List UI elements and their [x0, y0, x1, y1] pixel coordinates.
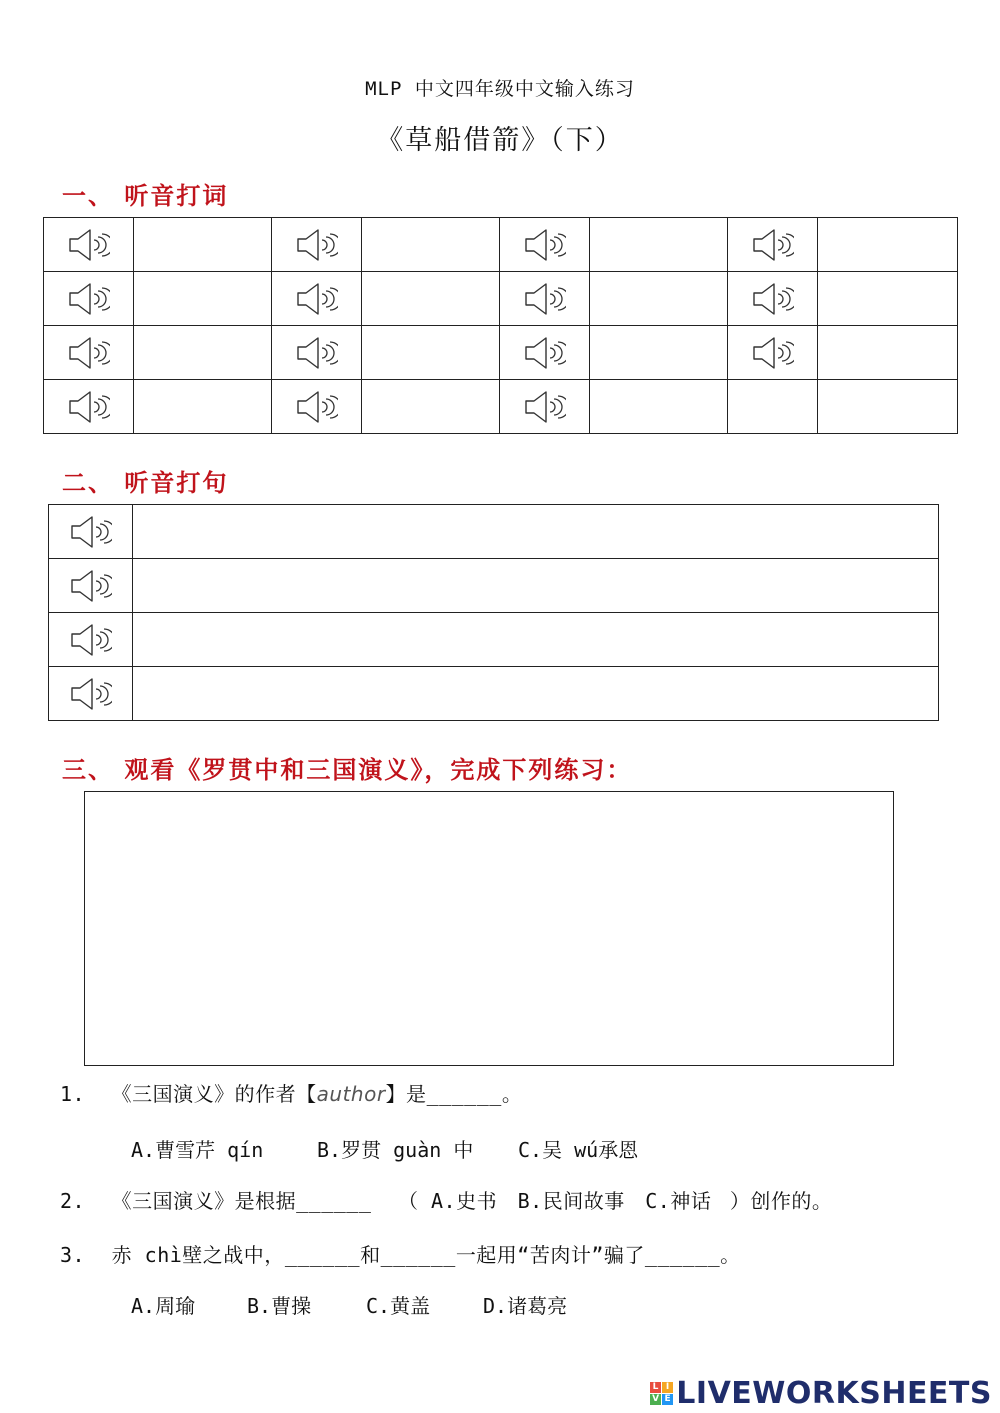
word-answer-input[interactable] — [362, 272, 499, 325]
q1-option-a[interactable]: A.曹雪芹 qín — [131, 1138, 264, 1162]
word-answer-cell — [818, 272, 958, 326]
q3-text-3: 一起用“苦肉计”骗了 — [455, 1243, 645, 1267]
word-audio-cell — [500, 218, 590, 272]
word-answer-cell — [818, 380, 958, 434]
word-audio-cell — [728, 218, 818, 272]
q3-option-c[interactable]: C.黄盖 — [366, 1294, 431, 1318]
word-answer-cell — [134, 218, 272, 272]
word-dictation-grid — [43, 217, 958, 434]
q3-blank-1[interactable]: ______ — [284, 1243, 361, 1267]
sentence-answer-input[interactable] — [133, 559, 938, 612]
sentence-answer-input[interactable] — [133, 613, 938, 666]
word-audio-cell — [44, 218, 134, 272]
word-audio-cell — [500, 380, 590, 434]
sentence-answer-cell — [133, 667, 939, 721]
word-audio-cell — [500, 326, 590, 380]
q2-paren-close: ） — [729, 1189, 751, 1213]
speaker-icon[interactable] — [68, 228, 110, 262]
sentence-grid-row — [49, 505, 939, 559]
word-answer-cell — [590, 326, 728, 380]
q3-blank-3[interactable]: ______ — [644, 1243, 721, 1267]
q2-option-a[interactable]: A.史书 — [430, 1189, 498, 1213]
word-audio-cell — [728, 272, 818, 326]
sentence-dictation-grid — [48, 504, 939, 721]
word-grid-row — [44, 326, 958, 380]
word-audio-cell — [272, 272, 362, 326]
speaker-icon[interactable] — [68, 390, 110, 424]
speaker-icon[interactable] — [296, 336, 338, 370]
question-1 — [60, 1078, 522, 1107]
q1-option-b[interactable]: B.罗贯 guàn 中 — [317, 1138, 474, 1162]
q2-text: 《三国演义》是根据 — [111, 1189, 297, 1213]
q3-number: 3. — [60, 1243, 86, 1267]
speaker-icon[interactable] — [68, 336, 110, 370]
word-answer-cell — [362, 272, 500, 326]
word-answer-input[interactable] — [362, 326, 499, 379]
worksheet-subtitle: MLP 中文四年级中文输入练习 — [365, 78, 635, 100]
q3-text-1: 赤 chì壁之战中， — [111, 1243, 285, 1267]
word-answer-input[interactable] — [590, 326, 727, 379]
speaker-icon[interactable] — [296, 390, 338, 424]
word-answer-cell — [134, 272, 272, 326]
word-answer-cell — [590, 218, 728, 272]
word-audio-cell — [44, 272, 134, 326]
speaker-icon[interactable] — [70, 677, 112, 711]
q2-number: 2. — [60, 1189, 86, 1213]
q1-number: 1. — [60, 1082, 86, 1106]
sentence-answer-cell — [133, 559, 939, 613]
word-answer-input[interactable] — [134, 218, 271, 271]
word-answer-input[interactable] — [590, 272, 727, 325]
q2-text-after: 创作的。 — [750, 1189, 833, 1213]
sentence-audio-cell — [49, 613, 133, 667]
word-answer-input[interactable] — [818, 326, 957, 379]
word-answer-cell — [590, 272, 728, 326]
q3-blank-2[interactable]: ______ — [380, 1243, 456, 1267]
word-answer-input[interactable] — [818, 272, 957, 325]
word-answer-cell — [590, 380, 728, 434]
word-answer-input[interactable] — [134, 380, 271, 433]
sentence-grid-row — [49, 667, 939, 721]
speaker-icon[interactable] — [70, 515, 112, 549]
word-answer-cell — [362, 326, 500, 380]
speaker-icon[interactable] — [752, 336, 794, 370]
sentence-answer-cell — [133, 613, 939, 667]
word-audio-cell — [272, 218, 362, 272]
word-grid-row — [44, 272, 958, 326]
question-2 — [60, 1185, 832, 1214]
section3-heading: 三、 观看《罗贯中和三国演义》，完成下列练习： — [62, 755, 633, 784]
liveworksheets-brand[interactable] — [650, 1376, 992, 1411]
question-3 — [60, 1239, 741, 1268]
speaker-icon[interactable] — [524, 282, 566, 316]
speaker-icon[interactable] — [70, 623, 112, 657]
word-answer-input[interactable] — [818, 218, 957, 271]
word-answer-input[interactable] — [362, 380, 499, 433]
word-audio-cell — [728, 326, 818, 380]
word-answer-input[interactable] — [362, 218, 499, 271]
word-audio-cell — [500, 272, 590, 326]
q3-text-2: 和 — [360, 1243, 381, 1267]
sentence-grid-row — [49, 613, 939, 667]
word-answer-input[interactable] — [590, 380, 727, 433]
q1-author-word: author — [316, 1082, 386, 1106]
q2-option-c[interactable]: C.神话 — [645, 1189, 712, 1213]
speaker-icon[interactable] — [524, 336, 566, 370]
word-answer-input[interactable] — [818, 380, 957, 433]
section2-heading: 二、 听音打句 — [62, 468, 229, 497]
sentence-answer-cell — [133, 505, 939, 559]
q1-option-c[interactable]: C.吴 wú承恩 — [518, 1138, 639, 1162]
brand-name: LIVEWORKSHEETS — [676, 1376, 992, 1411]
sentence-audio-cell — [49, 559, 133, 613]
q3-option-b[interactable]: B.曹操 — [247, 1294, 312, 1318]
video-player-box[interactable] — [84, 791, 894, 1066]
q1-end: 。 — [501, 1082, 523, 1106]
word-audio-cell — [44, 380, 134, 434]
speaker-icon[interactable] — [524, 228, 566, 262]
q2-paren-open: （ — [397, 1189, 419, 1213]
word-answer-cell — [362, 380, 500, 434]
section1-heading: 一、 听音打词 — [62, 181, 229, 210]
word-answer-cell — [134, 326, 272, 380]
word-audio-cell — [44, 326, 134, 380]
word-answer-input[interactable] — [134, 326, 271, 379]
speaker-icon[interactable] — [70, 569, 112, 603]
q2-blank[interactable]: ______ — [296, 1189, 372, 1213]
q3-option-a[interactable]: A.周瑜 — [131, 1294, 196, 1318]
word-answer-input[interactable] — [134, 272, 271, 325]
q2-option-b[interactable]: B.民间故事 — [517, 1189, 625, 1213]
q1-text-after: 】是 — [385, 1082, 427, 1106]
word-answer-cell — [818, 326, 958, 380]
speaker-icon[interactable] — [752, 282, 794, 316]
word-audio-cell — [272, 326, 362, 380]
word-answer-cell — [134, 380, 272, 434]
sentence-answer-input[interactable] — [133, 505, 938, 558]
q1-text: 《三国演义》的作者【 — [111, 1082, 317, 1106]
speaker-icon[interactable] — [296, 228, 338, 262]
word-grid-row — [44, 380, 958, 434]
sentence-answer-input[interactable] — [133, 667, 938, 720]
word-answer-input[interactable] — [590, 218, 727, 271]
q1-blank[interactable]: ______ — [426, 1082, 502, 1106]
q3-end: 。 — [720, 1243, 741, 1267]
word-grid-row — [44, 218, 958, 272]
word-answer-cell — [362, 218, 500, 272]
liveworksheets-logo-icon: L I V E — [650, 1382, 673, 1405]
sentence-grid-row — [49, 559, 939, 613]
speaker-icon[interactable] — [68, 282, 110, 316]
word-audio-cell — [728, 380, 818, 434]
speaker-icon[interactable] — [752, 228, 794, 262]
worksheet-title: 《草船借箭》（下） — [376, 125, 624, 156]
word-answer-cell — [818, 218, 958, 272]
word-audio-cell — [272, 380, 362, 434]
speaker-icon[interactable] — [524, 390, 566, 424]
sentence-audio-cell — [49, 667, 133, 721]
speaker-icon[interactable] — [296, 282, 338, 316]
q3-option-d[interactable]: D.诸葛亮 — [483, 1294, 568, 1318]
sentence-audio-cell — [49, 505, 133, 559]
